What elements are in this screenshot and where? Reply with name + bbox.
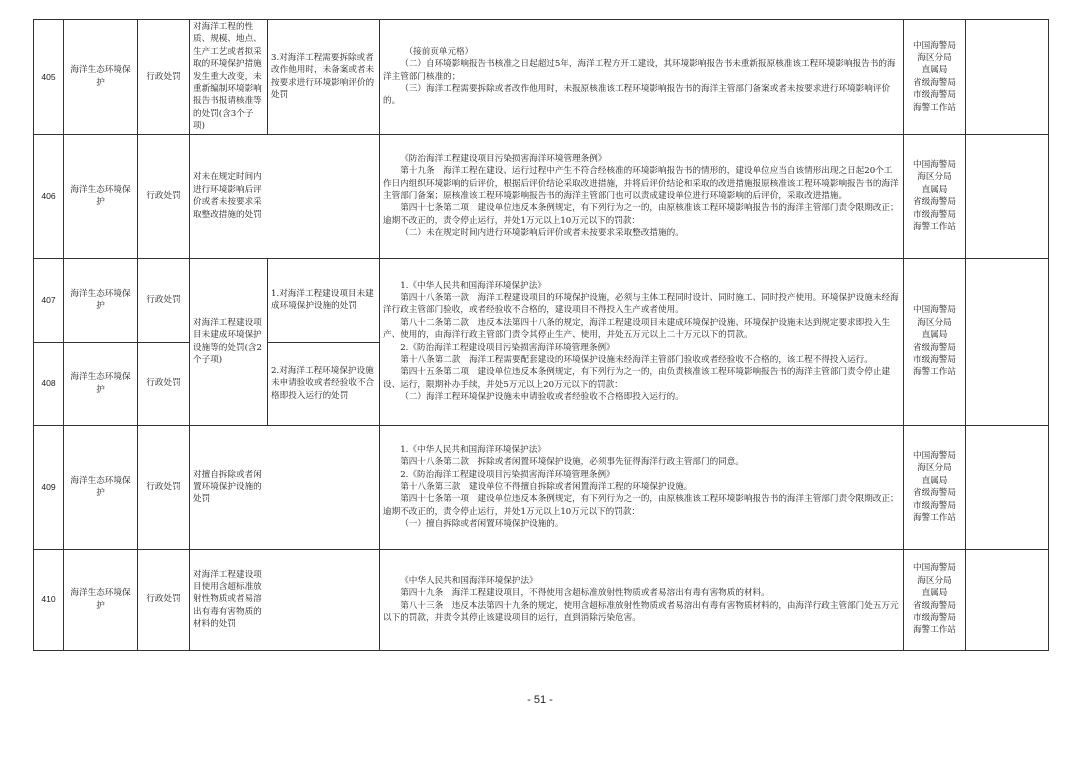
item-text: 对擅自拆除或者闲置环境保护设施的处罚 xyxy=(193,469,262,505)
row-number: 406 xyxy=(34,134,64,258)
authority-line: 海警工作站 xyxy=(913,221,956,232)
row-number: 408 xyxy=(34,342,64,425)
row-number: 405 xyxy=(34,20,64,135)
table-row xyxy=(34,258,1049,342)
note-cell xyxy=(966,134,1049,258)
basis-line: 第十八条第二款 海洋工程需要配套建设的环境保护设施未经海洋主管部门验收或者经验收不合格的，该工程不得投入运行。 xyxy=(400,355,873,366)
authority-line: 省级海警局 xyxy=(913,342,956,353)
type-cell: 行政处罚 xyxy=(138,342,190,425)
basis-line: （二）自环境影响报告书核准之日起超过5年，海洋工程方开工建设，其环境影响报告书未重新报原核准该工程环境影响报告书的海洋主管部门核准的； xyxy=(383,59,896,82)
basis-line: 《防治海洋工程建设项目污染损害海洋环境管理条例》 xyxy=(400,153,607,164)
note-cell xyxy=(966,549,1049,650)
basis-line: 第四十五条第二项 建设单位违反本条例规定，有下列行为之一的，由负责核准该工程环境影响报告书的海洋主管部门责令停止建设、运行，限期补办手续，并处5万元以上20万元以下的罚款： xyxy=(383,367,891,390)
table-row xyxy=(34,549,1049,650)
subitem-cell: 1.对海洋工程建设项目未建成环境保护设施的处罚 xyxy=(268,258,380,342)
basis-line: 2.《防治海洋工程建设项目污染损害海洋环境管理条例》 xyxy=(400,342,615,353)
basis-line: 第四十九条 海洋工程建设项目，不得使用含超标准放射性物质或者易溶出有毒有害物质的材料。 xyxy=(400,588,770,599)
category-cell: 海洋生态环境保护 xyxy=(64,549,138,650)
basis-line: 2.《防治海洋工程建设项目污染损害海洋环境管理条例》 xyxy=(400,469,615,480)
authority-line: 中国海警局 xyxy=(913,450,956,461)
item-cell xyxy=(190,425,380,549)
subitem-cell: 2.对海洋工程环境保护设施未申请验收或者经验收不合格即投入运行的处罚 xyxy=(268,342,380,425)
type-cell: 行政处罚 xyxy=(138,258,190,342)
basis-cell xyxy=(380,134,904,258)
authority-line: 中国海警局 xyxy=(913,159,956,170)
item-cell: 对海洋工程的性质、规模、地点、生产工艺或者拟采取的环境保护措施发生重大改变，未重新编制环境影响报告书报请核准等的处罚(含3个子项) xyxy=(190,20,268,135)
authority-cell xyxy=(904,20,966,135)
authority-line: 海区分局 xyxy=(917,317,952,328)
authority-cell xyxy=(904,258,966,425)
item-cell: 对海洋工程建设项目未建成环境保护设施等的处罚(含2个子项) xyxy=(190,258,268,425)
authority-line: 海警工作站 xyxy=(913,367,956,378)
item-cell xyxy=(190,134,380,258)
note-cell xyxy=(966,425,1049,549)
basis-line: 1.《中华人民共和国海洋环境保护法》 xyxy=(400,444,546,455)
authority-line: 海区分局 xyxy=(917,172,952,183)
subitem-cell: 3.对海洋工程需要拆除或者改作他用时，未备案或者未按要求进行环境影响评价的处罚 xyxy=(268,20,380,135)
basis-line: 1.《中华人民共和国海洋环境保护法》 xyxy=(400,280,546,291)
authority-line: 中国海警局 xyxy=(913,40,956,51)
basis-line: 第四十七条第一项 建设单位违反本条例规定，有下列行为之一的，由原核准该工程环境影响报告书的海洋主管部门责令限期改正；逾期不改正的，责令停止运行，并处1万元以上10万元以下的罚款： xyxy=(383,494,899,517)
basis-line: 《中华人民共和国海洋环境保护法》 xyxy=(400,575,538,586)
category-cell: 海洋生态环境保护 xyxy=(64,134,138,258)
page-number: - 51 - xyxy=(527,694,553,706)
basis-line: 第十八条第三款 建设单位不得擅自拆除或者闲置海洋工程的环境保护设施。 xyxy=(400,481,693,492)
basis-cell xyxy=(380,20,904,135)
basis-cell xyxy=(380,549,904,650)
authority-line: 直属局 xyxy=(921,330,948,341)
authority-line: 市级海警局 xyxy=(913,500,956,511)
basis-line: 第十九条 海洋工程在建设、运行过程中产生不符合经核准的环境影响报告书的情形的，建设单位应当自该情形出现之日起20个工作日内组织环境影响的后评价，根据后评价结论采取改进措施，并将后评价结论和采取的改进措施报原核准该工程环境影响报告书的海洋主管部门备案；原核准该工程环境影响报告书的海洋主管部门也可以责成建设单位进行环境影响的后评价，采取改进措施。 xyxy=(383,166,899,201)
authority-line: 直属局 xyxy=(921,588,948,599)
basis-line: （三）海洋工程需要拆除或者改作他用时，未报原核准该工程环境影响报告书的海洋主管部门备案或者未按要求进行环境影响评价的。 xyxy=(383,84,891,107)
authority-line: 海区分局 xyxy=(917,53,952,64)
type-cell: 行政处罚 xyxy=(138,549,190,650)
authority-line: 海警工作站 xyxy=(913,625,956,636)
power-list-table xyxy=(33,19,1049,651)
note-cell xyxy=(966,258,1049,425)
authority-line: 省级海警局 xyxy=(913,77,956,88)
row-number: 409 xyxy=(34,425,64,549)
authority-line: 市级海警局 xyxy=(913,355,956,366)
category-cell: 海洋生态环境保护 xyxy=(64,425,138,549)
authority-line: 直属局 xyxy=(921,475,948,486)
item-text: 对海洋工程建设项目使用含超标准放射性物质或者易溶出有毒有害物质的材料的处罚 xyxy=(193,569,262,630)
authority-line: 省级海警局 xyxy=(913,488,956,499)
authority-line: 省级海警局 xyxy=(913,600,956,611)
authority-line: 海区分局 xyxy=(917,463,952,474)
authority-line: 中国海警局 xyxy=(913,305,956,316)
authority-cell xyxy=(904,549,966,650)
table-row xyxy=(34,20,1049,135)
basis-line: （接前页单元格） xyxy=(404,46,474,57)
table-row xyxy=(34,134,1049,258)
authority-cell xyxy=(904,425,966,549)
type-cell: 行政处罚 xyxy=(138,20,190,135)
type-cell: 行政处罚 xyxy=(138,134,190,258)
table-row xyxy=(34,425,1049,549)
basis-cell xyxy=(380,425,904,549)
basis-line: 第四十八条第一款 海洋工程建设项目的环境保护设施，必须与主体工程同时设计、同时施工、同时投产使用。环境保护设施未经海洋行政主管部门验收，或者经验收不合格的，建设项目不得投入生产或者使用。 xyxy=(383,293,899,316)
authority-line: 直属局 xyxy=(921,184,948,195)
row-number: 410 xyxy=(34,549,64,650)
basis-line: 第四十八条第二款 拆除或者闲置环境保护设施，必须事先征得海洋行政主管部门的同意。 xyxy=(400,457,744,468)
authority-line: 中国海警局 xyxy=(913,563,956,574)
authority-line: 海警工作站 xyxy=(913,512,956,523)
authority-line: 海警工作站 xyxy=(913,102,956,113)
authority-line: 海区分局 xyxy=(917,575,952,586)
basis-line: （一）擅自拆除或者闲置环境保护设施的。 xyxy=(400,519,564,530)
category-cell: 海洋生态环境保护 xyxy=(64,258,138,342)
basis-line: 第八十三条 违反本法第四十九条的规定，使用含超标准放射性物质或者易溶出有毒有害物质材料的，由海洋行政主管部门处五万元以下的罚款，并责令其停止该建设项目的运行，直到消除污染危害。 xyxy=(383,600,899,624)
basis-line: 第四十七条第二项 建设单位违反本条例规定，有下列行为之一的，由原核准该工程环境影响报告书的海洋主管部门责令限期改正；逾期不改正的，责令停止运行，并处1万元以上10万元以下的罚款： xyxy=(383,203,899,226)
row-number: 407 xyxy=(34,258,64,342)
item-text: 对未在规定时间内进行环境影响后评价或者未按要求采取整改措施的处罚 xyxy=(193,172,262,220)
note-cell xyxy=(966,20,1049,135)
authority-line: 直属局 xyxy=(921,65,948,76)
authority-line: 市级海警局 xyxy=(913,209,956,220)
basis-line: （二）海洋工程环境保护设施未申请验收或者经验收不合格即投入运行的。 xyxy=(400,392,684,403)
authority-line: 市级海警局 xyxy=(913,90,956,101)
authority-line: 省级海警局 xyxy=(913,197,956,208)
basis-cell xyxy=(380,258,904,425)
authority-line: 市级海警局 xyxy=(913,613,956,624)
category-cell: 海洋生态环境保护 xyxy=(64,20,138,135)
authority-cell xyxy=(904,134,966,258)
basis-line: （二）未在规定时间内进行环境影响后评价或者未按要求采取整改措施的。 xyxy=(400,228,684,239)
category-cell: 海洋生态环境保护 xyxy=(64,342,138,425)
basis-line: 第八十二条第二款 违反本法第四十八条的规定，海洋工程建设项目未建成环境保护设施、环境保护设施未达到规定要求即投入生产、使用的，由海洋行政主管部门责令其停止生产、使用，并处五万元以上二十万元以下的罚款。 xyxy=(383,317,891,341)
item-cell xyxy=(190,549,380,650)
type-cell: 行政处罚 xyxy=(138,425,190,549)
